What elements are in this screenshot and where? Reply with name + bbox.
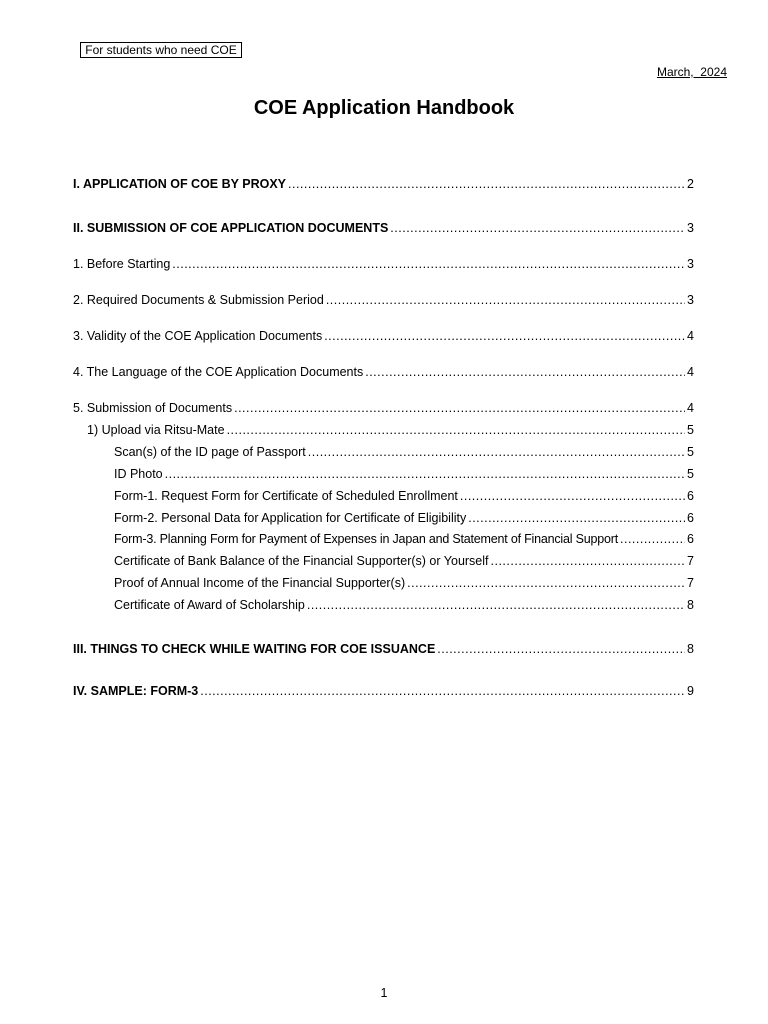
toc-leader [172, 256, 685, 272]
toc-entry-upload-ritsu-mate[interactable] [87, 422, 694, 438]
toc-entry-bank-balance[interactable] [114, 553, 694, 569]
toc-page-number: 3 [687, 221, 694, 235]
toc-entry-text: 4. The Language of the COE Application Documents [73, 365, 364, 379]
toc-page-number: 5 [687, 445, 694, 459]
toc-entry-text: Certificate of Bank Balance of the Financial Supporter(s) or Yourself [114, 554, 489, 568]
toc-page-number: 8 [687, 598, 694, 612]
toc-entry-text: Form-1. Request Form for Certificate of Scheduled Enrollment [114, 489, 458, 503]
toc-leader [390, 220, 685, 236]
toc-page-number: 3 [687, 293, 694, 307]
toc-entry-text: 5. Submission of Documents [73, 401, 233, 415]
toc-page-number: 7 [687, 554, 694, 568]
toc-page-number: 4 [687, 365, 694, 379]
toc-page-number: 4 [687, 401, 694, 415]
toc-page-number: 6 [687, 532, 694, 546]
toc-leader [620, 531, 685, 547]
toc-leader [234, 400, 685, 416]
toc-entry-form-3[interactable] [114, 531, 694, 547]
toc-page-number: 6 [687, 489, 694, 503]
toc-page-number: 7 [687, 576, 694, 590]
toc-entry-things-to-check[interactable] [73, 641, 694, 657]
toc-leader [365, 364, 685, 380]
toc-entry-annual-income[interactable] [114, 575, 694, 591]
audience-tag: For students who need COE [80, 42, 242, 58]
toc-entry-text: IV. SAMPLE: FORM-3 [73, 684, 199, 698]
toc-entry-submission-of-documents[interactable] [73, 400, 694, 416]
toc-leader [324, 328, 685, 344]
toc-entry-passport-scan[interactable] [114, 444, 694, 460]
toc-entry-submission[interactable] [73, 220, 694, 236]
toc-leader [307, 597, 685, 613]
toc-entry-text: ID Photo [114, 467, 163, 481]
toc-page-number: 2 [687, 177, 694, 191]
toc-entry-text: 2. Required Documents & Submission Period [73, 293, 324, 307]
toc-entry-proxy[interactable] [73, 176, 694, 192]
toc-page-number: 8 [687, 642, 694, 656]
toc-entry-text: II. SUBMISSION OF COE APPLICATION DOCUMENTS [73, 221, 389, 235]
toc-leader [308, 444, 685, 460]
toc-entry-text: III. THINGS TO CHECK WHILE WAITING FOR COE ISSUANCE [73, 642, 436, 656]
toc-leader [227, 422, 685, 438]
toc-entry-text: Form-2. Personal Data for Application for Certificate of Eligibility [114, 511, 467, 525]
document-date: March, 2024 [656, 65, 727, 79]
toc-leader [437, 641, 685, 657]
page-number: 1 [380, 986, 388, 1000]
toc-entry-form-1[interactable] [114, 488, 694, 504]
toc-leader [326, 292, 685, 308]
toc-page-number: 9 [687, 684, 694, 698]
toc-page-number: 5 [687, 423, 694, 437]
toc-leader [200, 683, 685, 699]
toc-entry-required-documents[interactable] [73, 292, 694, 308]
toc-entry-text: Scan(s) of the ID page of Passport [114, 445, 306, 459]
toc-entry-scholarship[interactable] [114, 597, 694, 613]
toc-entry-text: 3. Validity of the COE Application Documents [73, 329, 323, 343]
toc-entry-text: Proof of Annual Income of the Financial Supporter(s) [114, 576, 406, 590]
toc-leader [460, 488, 685, 504]
toc-entry-text: Certificate of Award of Scholarship [114, 598, 305, 612]
toc-page-number: 4 [687, 329, 694, 343]
toc-entry-id-photo[interactable] [114, 466, 694, 482]
toc-page-number: 5 [687, 467, 694, 481]
toc-page-number: 6 [687, 511, 694, 525]
toc-leader [468, 510, 685, 526]
toc-leader [288, 176, 685, 192]
toc-page-number: 3 [687, 257, 694, 271]
toc-leader [407, 575, 685, 591]
toc-entry-form-2[interactable] [114, 510, 694, 526]
toc-entry-text: Form-3. Planning Form for Payment of Expenses in Japan and Statement of Financial Support [114, 532, 618, 546]
page-title: COE Application Handbook [253, 97, 515, 119]
toc-leader [491, 553, 686, 569]
toc-entry-text: 1) Upload via Ritsu-Mate [87, 423, 225, 437]
toc-entry-sample-form-3[interactable] [73, 683, 694, 699]
toc-leader [165, 466, 685, 482]
toc-entry-before-starting[interactable] [73, 256, 694, 272]
toc-entry-text: 1. Before Starting [73, 257, 171, 271]
toc-entry-language[interactable] [73, 364, 694, 380]
toc-entry-validity[interactable] [73, 328, 694, 344]
toc-entry-text: I. APPLICATION OF COE BY PROXY [73, 177, 286, 191]
